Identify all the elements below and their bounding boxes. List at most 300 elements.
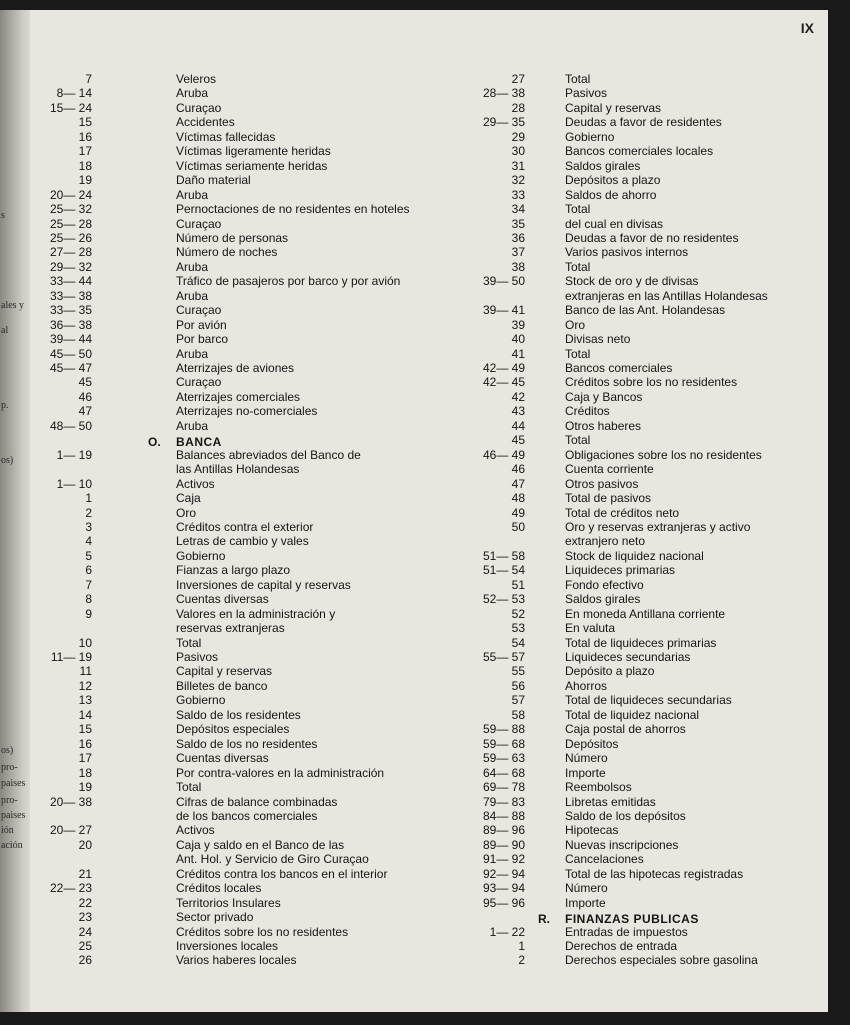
entry-label: Libretas emitidas [565, 794, 656, 809]
entry-number: 56 [511, 678, 525, 693]
index-entry [30, 173, 450, 188]
entry-number: 46 [511, 462, 525, 477]
entry-number: 25— 28 [49, 216, 92, 231]
entry-label: Depósitos especiales [176, 722, 290, 737]
entry-label: Aruba [176, 86, 209, 101]
entry-label: Aterrizajes de aviones [176, 361, 295, 375]
entry-number: 69— 78 [482, 780, 525, 795]
index-entry [30, 578, 450, 593]
entry-label: Tráfico de pasajeros por barco y por avión [176, 274, 401, 289]
index-entry [450, 751, 828, 766]
entry-number: 47 [511, 476, 525, 491]
index-entry [30, 766, 450, 781]
entry-number: 37 [511, 245, 525, 260]
index-entry [30, 274, 450, 289]
entry-label: Total [176, 780, 202, 795]
entry-number: 36— 38 [49, 317, 92, 332]
index-entry [30, 101, 450, 116]
entry-number: 8 [85, 592, 92, 607]
entry-label: Créditos sobre los no residentes [565, 375, 738, 390]
entry-label: Aterrizajes comerciales [176, 389, 301, 404]
entry-label: Curaçao [176, 216, 222, 231]
entry-label: Aruba [176, 418, 209, 433]
entry-label: Billetes de banco [176, 678, 268, 693]
entry-label: Créditos sobre los no residentes [176, 924, 349, 939]
entry-number: 20— 38 [49, 794, 92, 809]
margin-fragment: ación [1, 840, 23, 851]
index-entry [450, 72, 828, 87]
index-entry [450, 173, 828, 188]
section-heading: BANCA [176, 435, 222, 450]
index-entry [30, 693, 450, 708]
entry-label: Curaçao [176, 375, 222, 390]
entry-label: Pernoctaciones de no residentes en hoteles [176, 202, 410, 217]
entry-number: 39— 44 [49, 332, 92, 347]
entry-label: Inversiones locales [176, 939, 279, 953]
entry-number: 1— 10 [56, 476, 92, 491]
entry-label: Total de liquidez nacional [565, 707, 700, 722]
entry-number: 16 [78, 129, 92, 144]
index-entry [30, 159, 450, 174]
entry-label: Cuenta corriente [565, 462, 654, 477]
index-entry [450, 347, 828, 362]
entry-number: 11 [79, 664, 92, 679]
entry-label: Ahorros [565, 678, 608, 693]
margin-fragment: paises [1, 810, 26, 821]
index-entry [30, 852, 450, 867]
entry-number: 17 [78, 144, 92, 159]
index-entry [30, 953, 450, 968]
entry-label: Créditos locales [176, 881, 262, 896]
index-entry [30, 245, 450, 260]
entry-number: 47 [78, 404, 92, 419]
index-entry [30, 448, 450, 463]
entry-number: 39 [511, 317, 525, 332]
entry-number: 24 [78, 924, 92, 939]
index-entry [450, 86, 828, 101]
entry-label: En moneda Antillana corriente [565, 606, 726, 621]
index-entry [450, 289, 828, 304]
entry-label: Total de pasivos [565, 491, 652, 506]
entry-label: Aruba [176, 346, 209, 361]
entry-label: Varios haberes locales [176, 953, 297, 968]
entry-label: Gobierno [176, 693, 226, 708]
entry-label: Aruba [176, 288, 209, 303]
entry-label: Banco de las Ant. Holandesas [565, 303, 726, 318]
entry-number: 33— 38 [49, 288, 92, 303]
index-entry [450, 795, 828, 810]
entry-number: 7 [85, 577, 92, 592]
entry-number: 52— 53 [482, 592, 525, 607]
entry-number: 3 [85, 519, 92, 534]
index-entry [450, 549, 828, 564]
index-entry [30, 549, 450, 564]
entry-number: 25 [78, 939, 92, 953]
entry-number: 89— 96 [482, 823, 525, 838]
index-entry [450, 462, 828, 477]
entry-number: 40 [511, 332, 525, 347]
entry-label: Caja postal de ahorros [565, 722, 686, 737]
entry-number: 1 [518, 939, 525, 953]
index-entry [30, 939, 450, 954]
entry-number: 45— 47 [49, 361, 92, 375]
index-entry [450, 115, 828, 130]
entry-number: 15 [78, 722, 92, 737]
index-entry [450, 231, 828, 246]
entry-number: 55 [511, 664, 525, 679]
entry-number: 57 [511, 693, 525, 708]
index-entry [30, 925, 450, 940]
index-entry [450, 766, 828, 781]
entry-label: Entradas de impuestos [565, 924, 688, 939]
index-entry [30, 795, 450, 810]
index-entry [30, 534, 450, 549]
index-entry [30, 838, 450, 853]
entry-number: 48 [511, 491, 525, 506]
margin-fragment: pro- [1, 795, 18, 806]
entry-label: Aruba [176, 259, 209, 274]
index-entry [450, 318, 828, 333]
margin-fragment: p. [1, 400, 9, 411]
entry-label: Ant. Hol. y Servicio de Giro Curaçao [176, 852, 369, 867]
entry-label: Total [565, 202, 591, 217]
entry-number: 27 [511, 72, 525, 86]
page-number: IX [800, 20, 814, 36]
entry-label: Obligaciones sobre los no residentes [565, 447, 762, 462]
entry-label: Letras de cambio y vales [176, 534, 309, 549]
index-entry [450, 506, 828, 521]
index-entry [30, 520, 450, 535]
entry-label: Cancelaciones [565, 852, 644, 867]
entry-number: 21 [78, 866, 92, 881]
entry-label: Otros pasivos [565, 476, 639, 491]
entry-number: 89— 90 [482, 837, 525, 852]
index-entry [450, 852, 828, 867]
index-entry [30, 636, 450, 651]
entry-label: Stock de oro y de divisas [565, 274, 699, 289]
index-entry [30, 72, 450, 87]
entry-label: Por avión [176, 317, 227, 332]
index-entry [30, 217, 450, 232]
entry-label: Derechos especiales sobre gasolina [565, 953, 758, 968]
index-entry [30, 867, 450, 882]
entry-number: 10 [78, 635, 92, 650]
entry-number: 91— 92 [482, 852, 525, 867]
entry-number: 18 [78, 158, 92, 173]
index-entry [450, 375, 828, 390]
entry-number: 5 [85, 548, 92, 563]
index-entry [450, 664, 828, 679]
entry-label: Nuevas inscripciones [565, 837, 679, 852]
entry-number: 49 [511, 505, 525, 520]
index-entry [450, 809, 828, 824]
entry-number: 79— 83 [482, 794, 525, 809]
entry-number: 22— 23 [49, 881, 92, 896]
entry-label: En valuta [565, 621, 616, 636]
index-entry [450, 144, 828, 159]
entry-label: Caja [176, 491, 201, 506]
entry-label: Depósitos a plazo [565, 173, 661, 188]
index-entry [30, 390, 450, 405]
entry-number: 84— 88 [482, 808, 525, 823]
index-entry [30, 563, 450, 578]
entry-label: Valores en la administración y [176, 606, 336, 621]
index-entry [450, 621, 828, 636]
entry-label: reservas extranjeras [176, 621, 285, 636]
entry-label: Total de créditos neto [565, 505, 680, 520]
entry-number: 51— 58 [482, 548, 525, 563]
index-entry [30, 491, 450, 506]
entry-label: Otros haberes [565, 418, 642, 433]
entry-number: 52 [511, 606, 525, 621]
entry-label: de los bancos comerciales [176, 808, 318, 823]
entry-number: 33— 44 [49, 274, 92, 289]
entry-number: 33 [511, 187, 525, 202]
entry-label: Accidentes [176, 115, 235, 130]
document-page [30, 10, 828, 1012]
index-entry [30, 881, 450, 896]
entry-label: Capital y reservas [176, 664, 273, 679]
entry-number: 29 [511, 129, 525, 144]
entry-label: Cifras de balance combinadas [176, 794, 338, 809]
index-entry [450, 708, 828, 723]
entry-number: 25— 32 [49, 202, 92, 217]
entry-number: 45 [78, 375, 92, 390]
entry-label: Saldo de los no residentes [176, 736, 318, 751]
entry-label: Número de noches [176, 245, 278, 260]
index-entry [30, 650, 450, 665]
entry-number: 1 [85, 491, 92, 506]
entry-label: Total [565, 72, 591, 86]
entry-number: 22 [78, 895, 92, 910]
margin-fragment: pro- [1, 762, 18, 773]
entry-label: Deudas a favor de residentes [565, 115, 722, 130]
entry-label: Total [565, 259, 591, 274]
section-letter: O. [148, 435, 161, 450]
index-entry [450, 722, 828, 737]
entry-label: Depósitos [565, 736, 619, 751]
entry-number: 34 [511, 202, 525, 217]
entry-label: del cual en divisas [565, 216, 664, 231]
entry-number: 39— 41 [482, 303, 525, 318]
entry-number: 42— 49 [482, 361, 525, 375]
index-entry [450, 101, 828, 116]
entry-number: 17 [78, 751, 92, 766]
entry-label: Total de liquideces primarias [565, 635, 717, 650]
entry-number: 7 [85, 72, 92, 86]
index-entry [450, 188, 828, 203]
index-entry [450, 361, 828, 376]
index-entry [30, 347, 450, 362]
index-entry [450, 953, 828, 968]
index-entry [450, 780, 828, 795]
index-entry [450, 592, 828, 607]
entry-label: Víctimas seriamente heridas [176, 158, 328, 173]
index-entry [450, 679, 828, 694]
index-entry [450, 448, 828, 463]
index-entry [30, 607, 450, 622]
entry-label: Cuentas diversas [176, 592, 269, 607]
index-entry [30, 419, 450, 434]
index-entry [450, 419, 828, 434]
entry-number: 19 [78, 780, 92, 795]
index-entry [450, 520, 828, 535]
index-entry [450, 217, 828, 232]
entry-label: Divisas neto [565, 332, 631, 347]
entry-number: 46 [78, 389, 92, 404]
entry-label: Número [565, 881, 608, 896]
entry-number: 51— 54 [482, 563, 525, 578]
left-margin-fragments [0, 0, 32, 1025]
entry-label: Víctimas ligeramente heridas [176, 144, 331, 159]
margin-fragment: ión [1, 825, 14, 836]
entry-number: 1— 19 [56, 447, 92, 462]
index-entry [30, 664, 450, 679]
entry-label: Oro [565, 317, 586, 332]
entry-label: Total de las hipotecas registradas [565, 866, 744, 881]
entry-number: 59— 68 [482, 736, 525, 751]
index-entry [30, 722, 450, 737]
margin-fragment: ales y [1, 300, 25, 311]
entry-number: 11— 19 [50, 650, 92, 664]
entry-label: Oro [176, 505, 197, 520]
entry-label: Pasivos [565, 86, 608, 101]
entry-label: Cuentas diversas [176, 751, 269, 766]
entry-label: Pasivos [176, 650, 219, 664]
entry-label: Derechos de entrada [565, 939, 678, 953]
index-entry [30, 910, 450, 925]
entry-label: Total [176, 635, 202, 650]
entry-label: Curaçao [176, 100, 222, 115]
entry-label: Gobierno [565, 129, 615, 144]
entry-number: 16 [78, 736, 92, 751]
index-entry [450, 578, 828, 593]
entry-label: Stock de liquidez nacional [565, 548, 704, 563]
index-entry [30, 896, 450, 911]
index-entry [450, 534, 828, 549]
index-entry [450, 896, 828, 911]
index-entry [30, 737, 450, 752]
index-entry [30, 144, 450, 159]
entry-number: 23 [78, 910, 92, 925]
entry-number: 14 [78, 707, 92, 722]
entry-number: 45— 50 [49, 346, 92, 361]
entry-label: Fondo efectivo [565, 577, 644, 592]
entry-number: 2 [85, 505, 92, 520]
entry-number: 25— 26 [49, 230, 92, 245]
index-entry [450, 260, 828, 275]
index-entry [450, 737, 828, 752]
entry-label: Depósito a plazo [565, 664, 655, 679]
entry-number: 20— 27 [49, 823, 92, 838]
entry-label: las Antillas Holandesas [176, 462, 300, 477]
index-entry [30, 115, 450, 130]
entry-label: Total de liquideces secundarias [565, 693, 732, 708]
entry-number: 36 [511, 230, 525, 245]
entry-number: 9 [85, 606, 92, 621]
index-entry [30, 751, 450, 766]
entry-label: Caja y Bancos [565, 389, 643, 404]
entry-number: 58 [511, 707, 525, 722]
index-entry [450, 823, 828, 838]
entry-number: 42 [511, 389, 525, 404]
entry-label: Gobierno [176, 548, 226, 563]
index-entry [30, 318, 450, 333]
entry-number: 48— 50 [49, 418, 92, 433]
index-entry [450, 607, 828, 622]
entry-label: Veleros [176, 72, 217, 86]
index-entry [450, 477, 828, 492]
section-heading: FINANZAS PUBLICAS [565, 912, 699, 927]
index-entry [30, 375, 450, 390]
entry-label: Saldos girales [565, 158, 641, 173]
entry-label: Bancos comerciales locales [565, 144, 714, 159]
index-entry [450, 693, 828, 708]
index-entry [450, 202, 828, 217]
entry-number: 12 [78, 678, 92, 693]
index-entry [450, 390, 828, 405]
entry-label: Saldo de los residentes [176, 707, 301, 722]
entry-number: 54 [511, 635, 525, 650]
index-entry [30, 780, 450, 795]
index-entry [450, 939, 828, 954]
index-entry [30, 86, 450, 101]
margin-fragment: al [1, 325, 9, 336]
entry-label: Sector privado [176, 910, 254, 925]
index-entry [30, 231, 450, 246]
entry-label: Por barco [176, 332, 229, 347]
entry-label: Inversiones de capital y reservas [176, 577, 351, 592]
entry-number: 32 [511, 173, 525, 188]
index-entry [450, 274, 828, 289]
index-entry [30, 303, 450, 318]
entry-number: 50 [511, 519, 525, 534]
entry-label: Deudas a favor de no residentes [565, 230, 739, 245]
entry-number: 28 [511, 100, 525, 115]
entry-label: Importe [565, 895, 606, 910]
index-entry [30, 462, 450, 477]
entry-label: Número de personas [176, 230, 289, 245]
entry-number: 92— 94 [482, 866, 525, 881]
entry-label: extranjeras en las Antillas Holandesas [565, 288, 768, 303]
entry-number: 59— 63 [482, 751, 525, 766]
entry-label: Reembolsos [565, 780, 632, 795]
entry-label: Número [565, 751, 608, 766]
index-entry [30, 202, 450, 217]
entry-label: Total [565, 433, 591, 448]
entry-number: 15 [78, 115, 92, 130]
index-entry [450, 491, 828, 506]
index-entry [30, 404, 450, 419]
entry-label: Oro y reservas extranjeras y activo [565, 519, 751, 534]
entry-number: 55— 57 [482, 650, 525, 664]
entry-label: Activos [176, 476, 215, 491]
entry-number: 13 [78, 693, 92, 708]
index-entry [450, 159, 828, 174]
entry-number: 1— 22 [489, 924, 525, 939]
entry-number: 42— 45 [482, 375, 525, 390]
index-entry [30, 506, 450, 521]
index-entry [30, 708, 450, 723]
entry-number: 8— 14 [56, 86, 92, 101]
index-entry [30, 289, 450, 304]
index-entry [450, 563, 828, 578]
entry-label: Hipotecas [565, 823, 619, 838]
entry-number: 20— 24 [49, 187, 92, 202]
margin-fragment: os) [1, 745, 14, 756]
entry-number: 31 [511, 158, 525, 173]
entry-label: Créditos contra los bancos en el interior [176, 866, 388, 881]
